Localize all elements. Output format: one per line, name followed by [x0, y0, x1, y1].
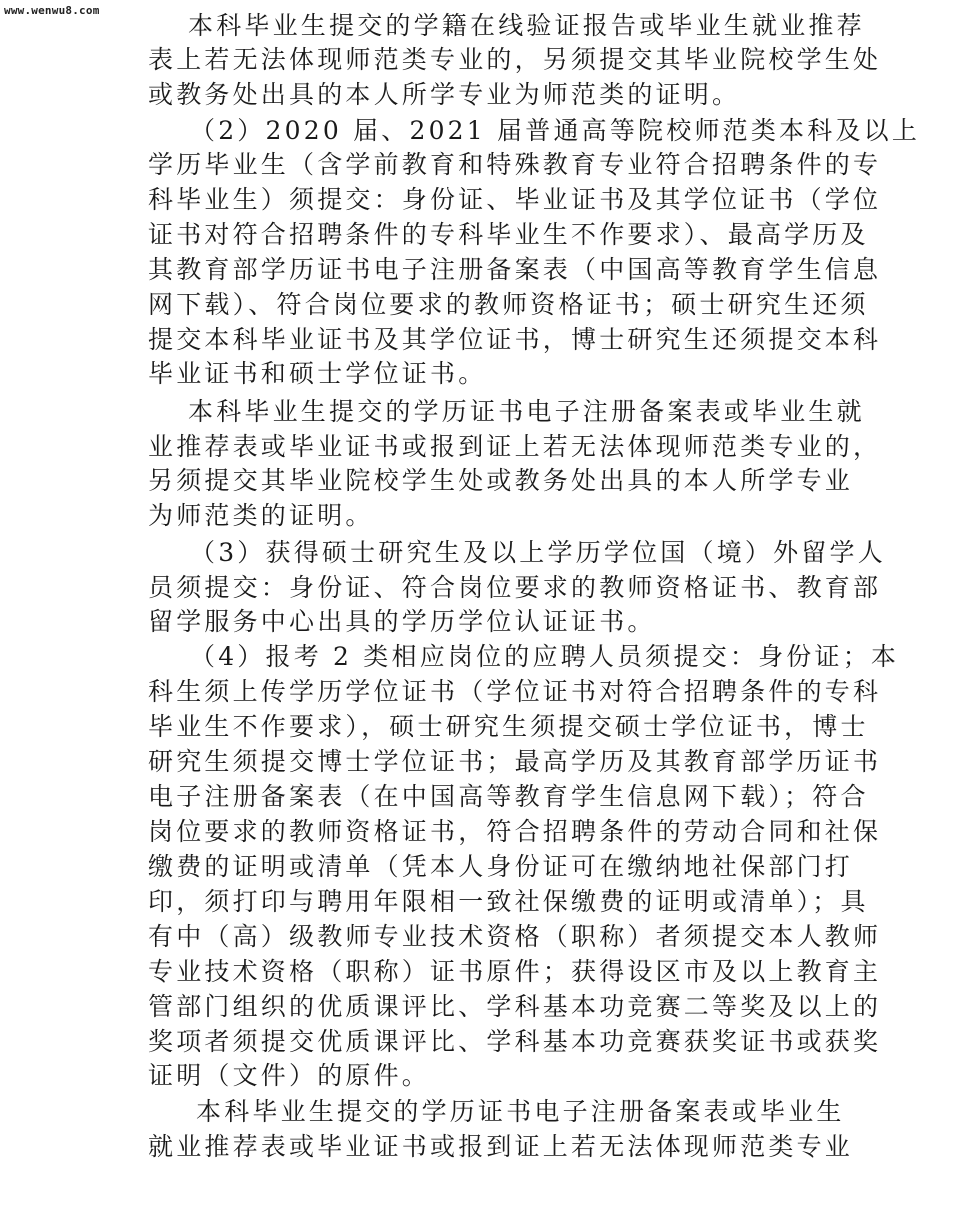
paragraph-line: 专业技术资格（职称）证书原件；获得设区市及以上教育主	[148, 957, 882, 986]
paragraph-line: 提交本科毕业证书及其学位证书，博士研究生还须提交本科	[148, 325, 882, 354]
paragraph-line: 印，须打印与聘用年限相一致社保缴费的证明或清单）；具	[148, 887, 869, 916]
paragraph-line: 研究生须提交博士学位证书；最高学历及其教育部学历证书	[148, 747, 882, 776]
paragraph-line: 毕业生不作要求），硕士研究生须提交硕士学位证书，博士	[148, 712, 869, 741]
paragraph-line: （4）报考 2 类相应岗位的应聘人员须提交：身份证；本	[190, 642, 900, 671]
paragraph-line: 员须提交：身份证、符合岗位要求的教师资格证书、教育部	[148, 573, 882, 602]
paragraph-line: 奖项者须提交优质课评比、学科基本功竞赛获奖证书或获奖	[148, 1027, 882, 1056]
paragraph-line: 业推荐表或毕业证书或报到证上若无法体现师范类专业的，	[148, 432, 882, 461]
paragraph-line: 另须提交其毕业院校学生处或教务处出具的本人所学专业	[148, 466, 854, 495]
paragraph-line: 为师范类的证明。	[148, 501, 374, 530]
paragraph-line: 有中（高）级教师专业技术资格（职称）者须提交本人教师	[148, 922, 882, 951]
paragraph-line: 本科毕业生提交的学籍在线验证报告或毕业生就业推荐	[188, 11, 865, 40]
paragraph-line: （3）获得硕士研究生及以上学历学位国（境）外留学人	[190, 538, 886, 567]
paragraph-line: 表上若无法体现师范类专业的，另须提交其毕业院校学生处	[148, 45, 882, 74]
paragraph-line: 证明（文件）的原件。	[148, 1061, 431, 1090]
paragraph-line: 其教育部学历证书电子注册备案表（中国高等教育学生信息	[148, 255, 882, 284]
paragraph-line: 岗位要求的教师资格证书，符合招聘条件的劳动合同和社保	[148, 817, 882, 846]
paragraph-line: 科毕业生）须提交：身份证、毕业证书及其学位证书（学位	[148, 185, 882, 214]
paragraph-line: 或教务处出具的本人所学专业为师范类的证明。	[148, 80, 741, 109]
paragraph-line: 电子注册备案表（在中国高等教育学生信息网下载）；符合	[148, 782, 869, 811]
paragraph-line: 证书对符合招聘条件的专科毕业生不作要求）、最高学历及	[148, 220, 869, 249]
paragraph-line: 留学服务中心出具的学历学位认证证书。	[148, 607, 656, 636]
paragraph-line: 毕业证书和硕士学位证书。	[148, 359, 487, 388]
paragraph-line: 缴费的证明或清单（凭本人身份证可在缴纳地社保部门打	[148, 852, 854, 881]
paragraph-line: 本科毕业生提交的学历证书电子注册备案表或毕业生	[196, 1097, 845, 1126]
paragraph-line: （2）2020 届、2021 届普通高等院校师范类本科及以上	[190, 116, 921, 145]
paragraph-line: 学历毕业生（含学前教育和特殊教育专业符合招聘条件的专	[148, 150, 882, 179]
paragraph-line: 网下载）、符合岗位要求的教师资格证书；硕士研究生还须	[148, 290, 869, 319]
paragraph-line: 管部门组织的优质课评比、学科基本功竞赛二等奖及以上的	[148, 992, 882, 1021]
paragraph-line: 科生须上传学历学位证书（学位证书对符合招聘条件的专科	[148, 677, 882, 706]
paragraph-line: 本科毕业生提交的学历证书电子注册备案表或毕业生就	[188, 397, 865, 426]
watermark-text: www.wenwu8.com	[4, 4, 100, 17]
paragraph-line: 就业推荐表或毕业证书或报到证上若无法体现师范类专业	[148, 1132, 854, 1161]
